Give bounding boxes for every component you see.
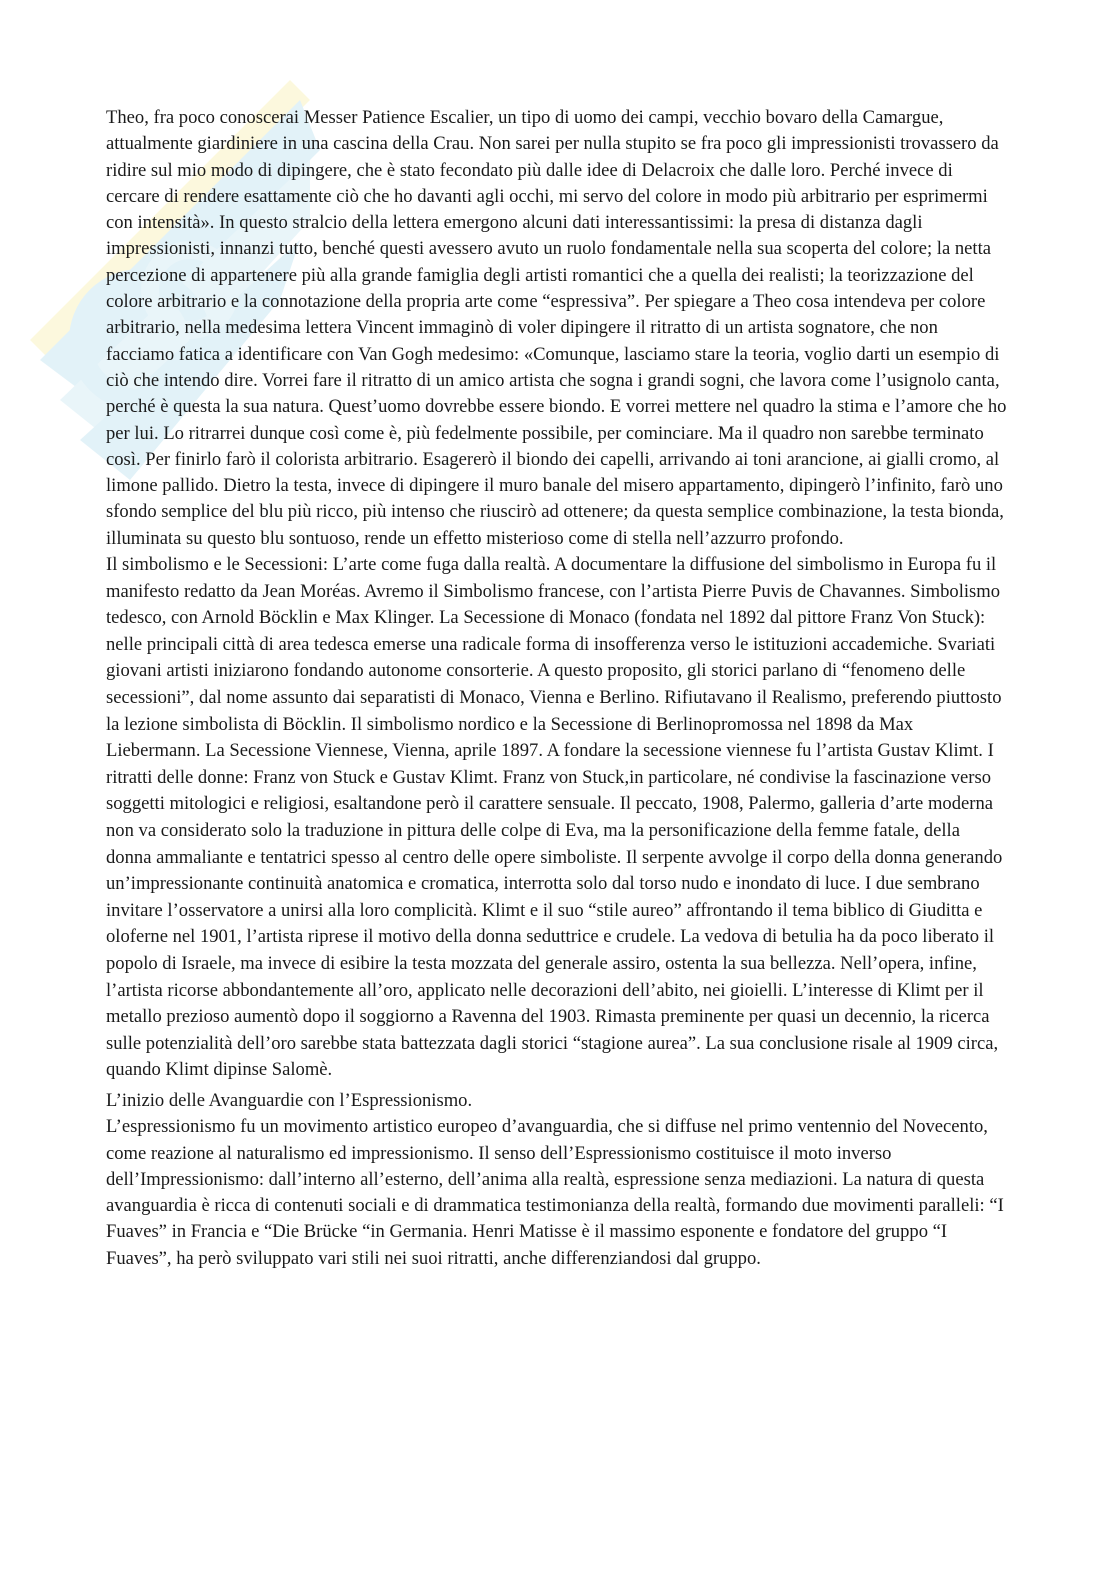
paragraph-avant-garde-heading: L’inizio delle Avanguardie con l’Espressionismo. — [106, 1089, 473, 1111]
paragraph-expressionism: L’espressionismo fu un movimento artistico europeo d’avanguardia, che si diffuse nel primo ventennio del Novecento, come reazione al naturalismo ed impressionismo. Il senso dell’Espressionismo costituisce il moto inverso dell’Impressionismo: dall’interno all’esterno, dell’anima alla realtà, espressione senza mediazioni. La natura di questa avanguardia è ricca di contenuti sociali e di drammatica testimonianza della realtà, formando due movimenti paralleli: “I Fuaves” in Francia e “Die Brücke “in Germania. Henri Matisse è il massimo esponente e fondatore del gruppo “I Fuaves”, ha però sviluppato vari stili nei suoi ritratti, anche differenziandosi dal gruppo. — [106, 1116, 1004, 1269]
document-body — [106, 105, 1008, 1272]
paragraph-van-gogh-letter: Theo, fra poco conoscerai Messer Patience Escalier, un tipo di uomo dei campi, vecchio bovaro della Camargue, attualmente giardiniere in una cascina della Crau. Non sarei per nulla stupito se fra poco gli impressionisti trovassero da ridire sul mio modo di dipingere, che è stato fecondato più dalle idee di Delacroix che dalle loro. Perché invece di cercare di rendere esattamente ciò che ho davanti agli occhi, mi servo del colore in modo più arbitrario per esprimermi con intensità». In questo stralcio della lettera emergono alcuni dati interessantissimi: la presa di distanza dagli impressionisti, innanzi tutto, benché questi avessero avuto un ruolo fondamentale nella sua scoperta del colore; la netta percezione di appartenere più alla grande famiglia degli artisti romantici che a quella dei realisti; la teorizzazione del colore arbitrario e la connotazione della propria arte come “espressiva”. Per spiegare a Theo cosa intendeva per colore arbitrario, nella medesima lettera Vincent immaginò di voler dipingere il ritratto di un artista sognatore, che non facciamo fatica a identificare con Van Gogh medesimo: «Comunque, lasciamo stare la teoria, voglio darti un esempio di ciò che intendo dire. Vorrei fare il ritratto di un amico artista che sogna i grandi sogni, che lavora come l’usignolo canta, perché è questa la sua natura. Quest’uomo dovrebbe essere biondo. E vorrei mettere nel quadro la stima e l’amore che ho per lui. Lo ritrarrei dunque così come è, più fedelmente possibile, per cominciare. Ma il quadro non sarebbe terminato così. Per finirlo farò il colorista arbitrario. Esagererò il biondo dei capelli, arrivando ai toni arancione, ai gialli cromo, al limone pallido. Dietro la testa, invece di dipingere il muro banale del misero appartamento, dipingerò l’infinito, farò uno sfondo semplice del blu più ricco, più intenso che riuscirò ad ottenere; da questa semplice combinazione, la testa bionda, illuminata su questo blu sontuoso, rende un effetto misterioso come di stella nell’azzurro profondo. — [106, 107, 1007, 549]
paragraph-symbolism-secessions: Il simbolismo e le Secessioni: L’arte come fuga dalla realtà. A documentare la diffusione del simbolismo in Europa fu il manifesto redatto da Jean Moréas. Avremo il Simbolismo francese, con l’artista Pierre Puvis de Chavannes. Simbolismo tedesco, con Arnold Böcklin e Max Klinger. La Secessione di Monaco (fondata nel 1892 dal pittore Franz Von Stuck): nelle principali città di area tedesca emerse una radicale forma di insofferenza verso le istituzioni accademiche. Svariati giovani artisti iniziarono fondando autonome consorterie. A questo proposito, gli storici parlano di “fenomeno delle secessioni”, dal nome assunto dai separatisti di Monaco, Vienna e Berlino. Rifiutavano il Realismo, preferendo piuttosto la lezione simbolista di Böcklin. Il simbolismo nordico e la Secessione di Berlinopromossa nel 1898 da Max Liebermann. La Secessione Viennese, Vienna, aprile 1897. A fondare la secessione viennese fu l’artista Gustav Klimt. I ritratti delle donne: Franz von Stuck e Gustav Klimt. Franz von Stuck,in particolare, né condivise la fascinazione verso soggetti mitologici e religiosi, esaltandone però il carattere sensuale. Il peccato, 1908, Palermo, galleria d’arte moderna non va considerato solo la traduzione in pittura delle colpe di Eva, ma la personificazione della femme fatale, della donna ammaliante e tentatrici spesso al centro delle opere simboliste. Il serpente avvolge il corpo della donna generando un’impressionante continuità anatomica e cromatica, interrotta solo dal torso nudo e inondato di luce. I due sembrano invitare l’osservatore a unirsi alla loro complicità. Klimt e il suo “stile aureo” affrontando il tema biblico di Giuditta e oloferne nel 1901, l’artista riprese il motivo della donna seduttrice e crudele. La vedova di betulia ha da poco liberato il popolo di Israele, ma invece di esibire la testa mozzata del generale assiro, ostenta la sua bellezza. Nell’opera, infine, l’artista ricorse abbondantemente all’oro, applicato nelle decorazioni dell’abito, nei gioielli. L’interesse di Klimt per il metallo prezioso aumentò dopo il soggiorno a Ravenna del 1903. Rimasta preminente per quasi un decennio, la ricerca sulle potenzialità dell’oro sarebbe stata battezzata dagli storici “stagione aurea”. La sua conclusione risale al 1909 circa, quando Klimt dipinse Salomè. — [106, 554, 1003, 1081]
